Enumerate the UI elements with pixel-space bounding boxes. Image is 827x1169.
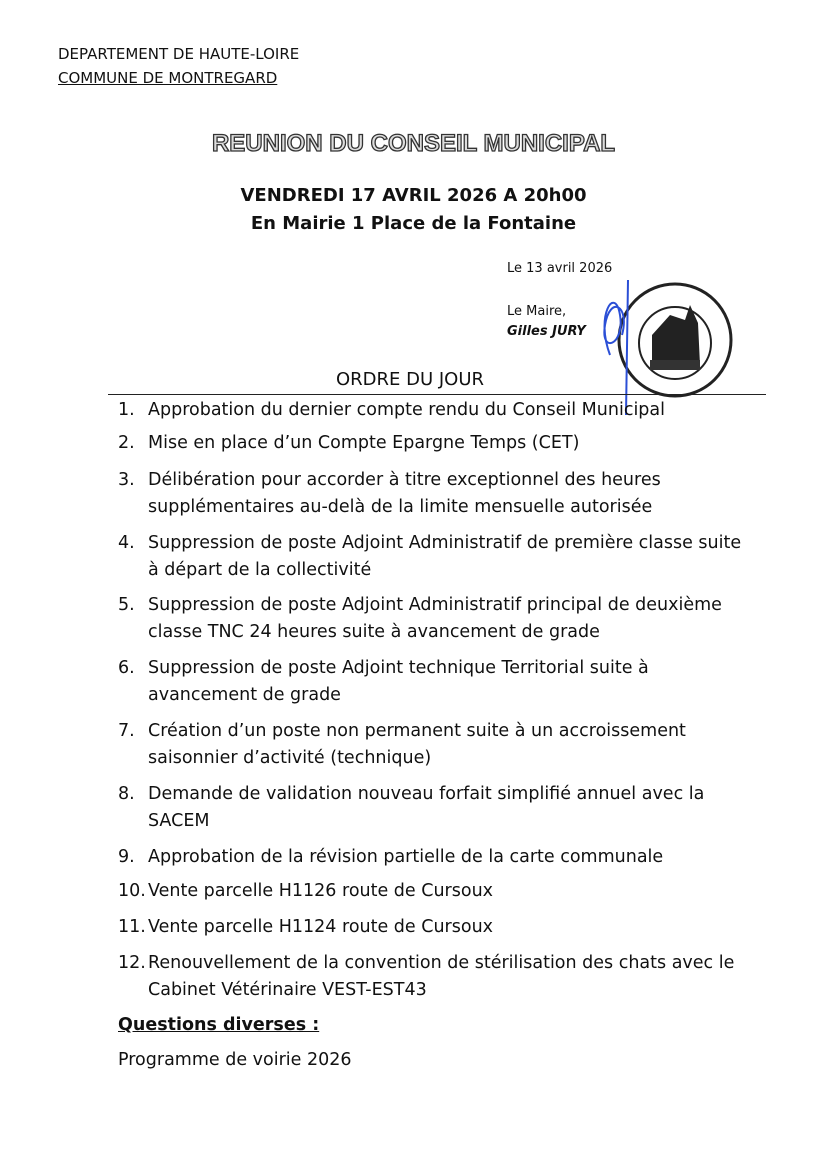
- agenda-item-number: 2.: [118, 433, 135, 453]
- questions-text: Programme de voirie 2026: [118, 1050, 352, 1070]
- agenda-item-number: 5.: [118, 595, 135, 615]
- agenda-item: [118, 530, 741, 584]
- agenda-item-text: Suppression de poste Adjoint Administratif de première classe suite: [148, 533, 742, 553]
- agenda-item: [118, 718, 686, 772]
- agenda-item-text: Demande de validation nouveau forfait simplifié annuel avec la: [148, 784, 705, 804]
- agenda-item-text: avancement de grade: [148, 685, 341, 705]
- agenda-item-number: 12.: [118, 953, 146, 973]
- page-title: REUNION DU CONSEIL MUNICIPAL: [211, 130, 616, 157]
- agenda-item-text: supplémentaires au-delà de la limite mensuelle autorisée: [148, 497, 653, 517]
- agenda-item-text: SACEM: [148, 811, 210, 831]
- agenda-item-text: à départ de la collectivité: [148, 560, 372, 580]
- agenda-item-text: Cabinet Vétérinaire VEST-EST43: [148, 980, 427, 1000]
- agenda-item-text: Vente parcelle H1126 route de Cursoux: [148, 881, 494, 901]
- agenda-item: [118, 467, 661, 521]
- agenda-item-number: 3.: [118, 470, 135, 490]
- agenda-item-text: Approbation de la révision partielle de la carte communale: [148, 847, 664, 867]
- agenda-item-text: Vente parcelle H1124 route de Cursoux: [148, 917, 494, 937]
- agenda-item-number: 4.: [118, 533, 135, 553]
- agenda-item: [118, 781, 704, 835]
- agenda-item-text: Création d’un poste non permanent suite à un accroissement: [148, 721, 686, 741]
- agenda-item: [118, 430, 579, 457]
- agenda-item-text: classe TNC 24 heures suite à avancement de grade: [148, 622, 600, 642]
- agenda-item-text: Renouvellement de la convention de stérilisation des chats avec le: [148, 953, 735, 973]
- agenda-item-text: Mise en place d’un Compte Epargne Temps (CET): [148, 433, 580, 453]
- mayor-name: Gilles JURY: [507, 324, 586, 339]
- agenda-item-number: 7.: [118, 721, 135, 741]
- agenda-item-number: 1.: [118, 400, 135, 420]
- agenda-item-text: Suppression de poste Adjoint technique Territorial suite à: [148, 658, 649, 678]
- agenda-item: [118, 914, 493, 941]
- agenda-item-number: 10.: [118, 881, 146, 901]
- meeting-date: VENDREDI 17 AVRIL 2026 A 20h00: [240, 185, 587, 206]
- agenda-item-text: saisonnier d’activité (technique): [148, 748, 432, 768]
- department-label: DEPARTEMENT DE HAUTE-LOIRE: [58, 45, 300, 63]
- commune-label: COMMUNE DE MONTREGARD: [58, 69, 278, 87]
- agenda-item-text: Suppression de poste Adjoint Administratif principal de deuxième: [148, 595, 722, 615]
- letter-date: Le 13 avril 2026: [507, 261, 613, 276]
- agenda-item: [118, 592, 722, 646]
- agenda-item: [118, 950, 734, 1004]
- agenda-item-text: Approbation du dernier compte rendu du Conseil Municipal: [148, 400, 666, 420]
- mayor-role: Le Maire,: [507, 304, 567, 319]
- divider: [108, 394, 766, 395]
- agenda-item: [118, 397, 665, 424]
- agenda-item: [118, 655, 649, 709]
- agenda-item-text: Délibération pour accorder à titre exceptionnel des heures: [148, 470, 661, 490]
- agenda-item-number: 8.: [118, 784, 135, 804]
- agenda-title: ORDRE DU JOUR: [335, 369, 485, 390]
- agenda-item-number: 9.: [118, 847, 135, 867]
- agenda-item-number: 6.: [118, 658, 135, 678]
- agenda-item-number: 11.: [118, 917, 146, 937]
- agenda-item: [118, 878, 493, 905]
- questions-title: Questions diverses :: [118, 1015, 320, 1035]
- meeting-place: En Mairie 1 Place de la Fontaine: [250, 213, 577, 234]
- agenda-item: [118, 844, 663, 871]
